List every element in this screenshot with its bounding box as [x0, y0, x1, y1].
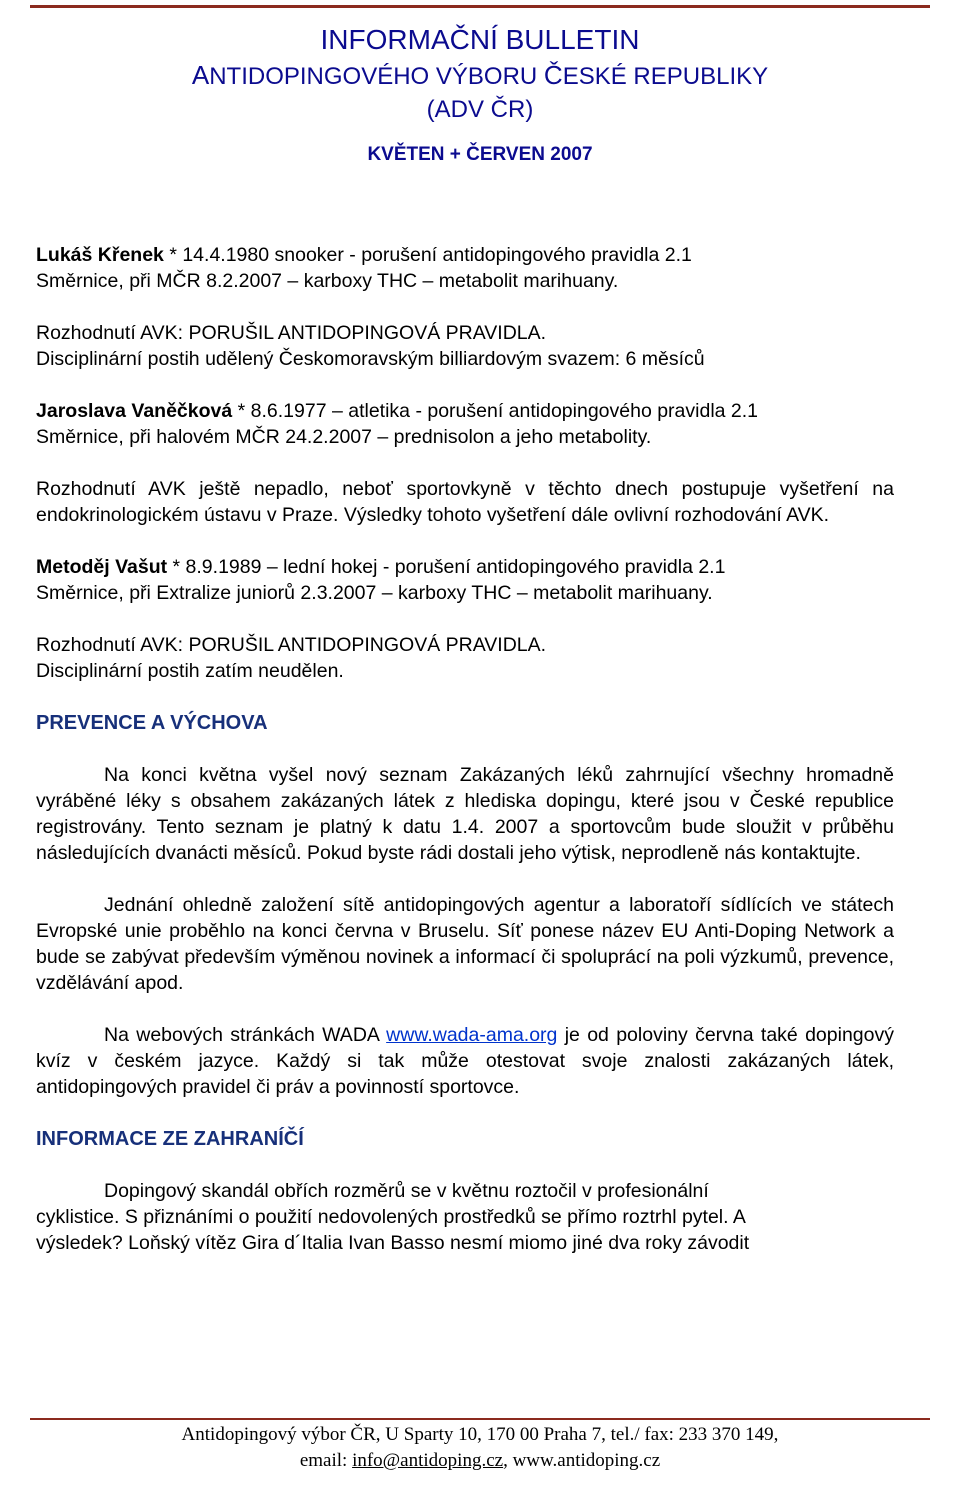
prevention-paragraph: Na konci května vyšel nový seznam Zakázaných léků zahrnující všechny hromadně vyráběné léky s obsahem zakázaných látek z hlediska dopingu, které jsou v České republice registrovány. Tento seznam je platný k datu 1.4. 2007 a sportovcům bude sloužit v průběhu následujících dvanácti měsíců. Pokud byste rádi dostali jeho výtisk, neprodleně nás kontaktujte. [36, 764, 894, 864]
case-entry: Jaroslava Vaněčková * 8.6.1977 – atletika - porušení antidopingového pravidla 2.1 Směrnice, při halovém MČR 24.2.2007 – prednisolon a jeho metabolity. [36, 400, 759, 448]
bulletin-subtitle: ANTIDOPINGOVÉHO VÝBORU ČESKÉ REPUBLIKY [191, 60, 769, 90]
wada-link[interactable]: www.wada-ama.org [386, 1024, 558, 1046]
footer-address: Antidopingový výbor ČR, U Sparty 10, 170 00 Praha 7, tel./ fax: 233 370 149, [181, 1424, 779, 1445]
prevention-paragraph: Na webových stránkách WADA www.wada-ama.org je od poloviny června také dopingový kvíz v českém jazyce. Každý si tak může otestovat svoje znalosti zakázaných látek, antidopingových pravidel či práv a povinností sportovce. [36, 1024, 894, 1098]
page-footer [0, 1422, 960, 1474]
footer-rule [30, 1418, 930, 1420]
footer-web-link[interactable]: www.antidoping.cz [512, 1450, 661, 1471]
footer-contact: email: info@antidoping.cz, www.antidoping.cz [299, 1450, 661, 1471]
case-entry: Metoděj Vašut * 8.9.1989 – lední hokej - porušení antidopingového pravidla 2.1 Směrnice, při Extralize juniorů 2.3.2007 – karboxy THC – metabolit marihuany. [36, 556, 726, 604]
case-decision: Rozhodnutí AVK: PORUŠIL ANTIDOPINGOVÁ PRAVIDLA. Disciplinární postih zatím neudělen. [36, 634, 547, 682]
bulletin-content [36, 242, 894, 1256]
case-decision: Rozhodnutí AVK: PORUŠIL ANTIDOPINGOVÁ PRAVIDLA. Disciplinární postih udělený Českomoravským billiardovým svazem: 6 měsíců [36, 322, 705, 370]
bulletin-issue-date: KVĚTEN + ČERVEN 2007 [367, 144, 593, 165]
prevention-paragraph: Jednání ohledně založení sítě antidopingových agentur a laboratoří sídlících ve státech Evropské unie proběhlo na konci června v Bruselu. Síť ponese název EU Anti-Doping Network a bude se zabývat především výměnou novinek a informací či spoluprácí na poli výzkumů, prevence, vzdělávání apod. [36, 894, 894, 994]
athlete-name: Metoděj Vašut [36, 556, 168, 578]
case-decision: Rozhodnutí AVK ještě nepadlo, neboť sportovkyně v těchto dnech postupuje vyšetření na endokrinologickém ústavu v Praze. Výsledky tohoto vyšetření dále ovlivní rozhodování AVK. [36, 478, 894, 526]
top-rule [30, 5, 930, 8]
footer-email-link[interactable]: info@antidoping.cz [352, 1450, 504, 1471]
athlete-name: Jaroslava Vaněčková [36, 400, 233, 422]
bulletin-abbreviation: (ADV ČR) [426, 96, 534, 123]
section-heading-prevention: PREVENCE A VÝCHOVA [36, 712, 268, 734]
case-entry: Lukáš Křenek * 14.4.1980 snooker - porušení antidopingového pravidla 2.1 Směrnice, při MČR 8.2.2007 – karboxy THC – metabolit marihuany. [36, 244, 692, 292]
abroad-paragraph: Dopingový skandál obřích rozměrů se v květnu roztočil v profesionální cyklistice. S přiznáními o použití nedovolených prostředků se přímo roztrhl pytel. A výsledek? Loňský vítěz Gira d´Italia Ivan Basso nesmí miomo jiné dva roky závodit [36, 1180, 750, 1254]
section-heading-abroad: INFORMACE ZE ZAHRANÍČÍ [36, 1128, 304, 1150]
bulletin-header [0, 20, 960, 168]
bulletin-title: INFORMAČNÍ BULLETIN [320, 24, 640, 55]
athlete-name: Lukáš Křenek [36, 244, 164, 266]
